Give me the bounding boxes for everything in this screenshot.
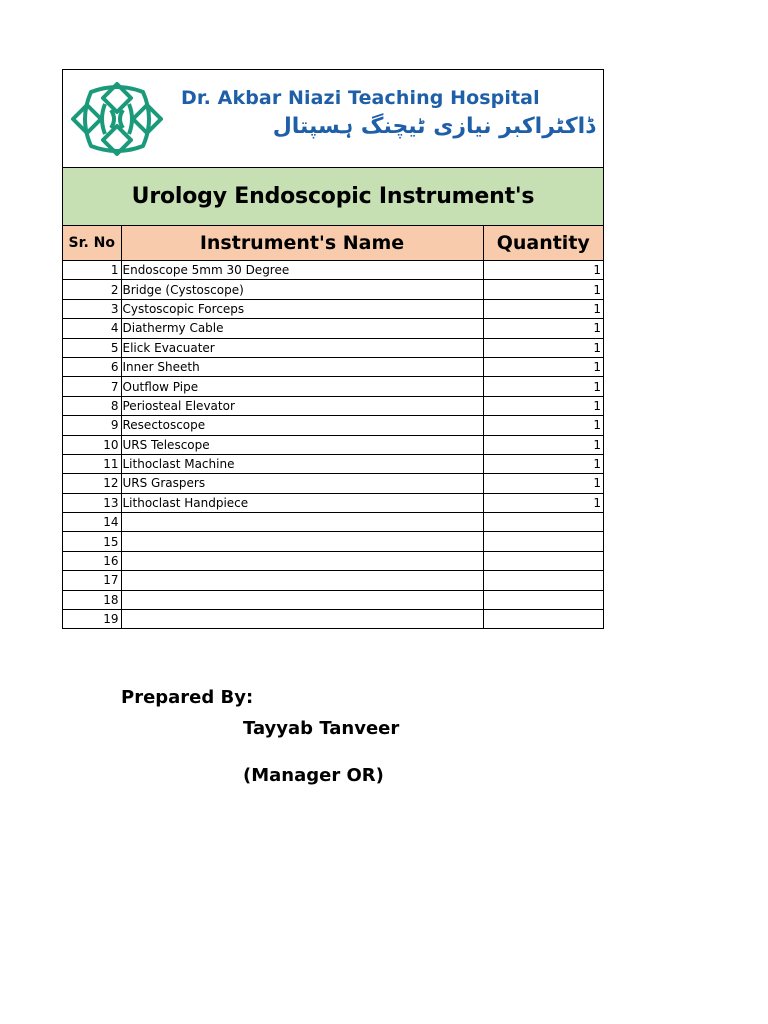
row-sr-no: 2 [63, 280, 121, 299]
title-banner [63, 168, 603, 226]
table-row [63, 551, 603, 570]
row-instrument-name: Outflow Pipe [121, 377, 483, 396]
hospital-header [63, 70, 603, 168]
row-quantity [483, 551, 603, 570]
table-row [63, 454, 603, 473]
row-quantity: 1 [483, 299, 603, 318]
row-quantity: 1 [483, 338, 603, 357]
row-quantity: 1 [483, 261, 603, 280]
sheet-title: Urology Endoscopic Instrument's [131, 184, 535, 209]
row-sr-no: 1 [63, 261, 121, 280]
table-row [63, 280, 603, 299]
table-row [63, 319, 603, 338]
row-quantity: 1 [483, 319, 603, 338]
row-instrument-name [121, 590, 483, 609]
row-sr-no: 10 [63, 435, 121, 454]
row-quantity [483, 513, 603, 532]
table-row [63, 571, 603, 590]
preparer-name: Tayyab Tanveer [243, 718, 400, 739]
row-quantity: 1 [483, 435, 603, 454]
row-instrument-name: URS Graspers [121, 474, 483, 493]
table-row [63, 396, 603, 415]
row-sr-no: 9 [63, 416, 121, 435]
preparer-role: (Manager OR) [243, 765, 384, 786]
row-instrument-name [121, 513, 483, 532]
row-sr-no: 12 [63, 474, 121, 493]
row-sr-no: 4 [63, 319, 121, 338]
table-row [63, 338, 603, 357]
row-sr-no: 18 [63, 590, 121, 609]
row-quantity [483, 532, 603, 551]
row-quantity [483, 590, 603, 609]
row-sr-no: 13 [63, 493, 121, 512]
row-sr-no: 15 [63, 532, 121, 551]
row-instrument-name: Bridge (Cystoscope) [121, 280, 483, 299]
row-quantity: 1 [483, 416, 603, 435]
row-quantity: 1 [483, 493, 603, 512]
row-sr-no: 11 [63, 454, 121, 473]
row-instrument-name: Periosteal Elevator [121, 396, 483, 415]
row-instrument-name [121, 571, 483, 590]
column-header-quantity: Quantity [483, 226, 603, 261]
row-quantity [483, 610, 603, 629]
table-row [63, 357, 603, 376]
table-row [63, 513, 603, 532]
table-row [63, 299, 603, 318]
row-instrument-name: Elick Evacuater [121, 338, 483, 357]
column-header-instrument-name: Instrument's Name [121, 226, 483, 261]
table-row [63, 435, 603, 454]
row-sr-no: 6 [63, 357, 121, 376]
row-instrument-name [121, 610, 483, 629]
row-sr-no: 16 [63, 551, 121, 570]
row-sr-no: 19 [63, 610, 121, 629]
row-sr-no: 7 [63, 377, 121, 396]
table-row [63, 493, 603, 512]
column-header-sr-no: Sr. No [63, 226, 121, 261]
row-instrument-name [121, 532, 483, 551]
prepared-by-label: Prepared By: [121, 687, 254, 708]
row-instrument-name [121, 551, 483, 570]
table-row [63, 261, 603, 280]
hospital-name-urdu: ڈاکٹراکبر نیازی ٹیچنگ ہسپتال [272, 114, 595, 139]
hospital-name-english: Dr. Akbar Niazi Teaching Hospital [181, 87, 540, 109]
row-instrument-name: Cystoscopic Forceps [121, 299, 483, 318]
instrument-sheet [62, 69, 604, 629]
row-sr-no: 5 [63, 338, 121, 357]
table-row [63, 416, 603, 435]
row-instrument-name: Lithoclast Machine [121, 454, 483, 473]
row-instrument-name: Endoscope 5mm 30 Degree [121, 261, 483, 280]
row-quantity: 1 [483, 474, 603, 493]
row-quantity [483, 571, 603, 590]
row-quantity: 1 [483, 396, 603, 415]
lotus-logo-icon [69, 80, 165, 158]
row-instrument-name: Inner Sheeth [121, 357, 483, 376]
row-sr-no: 14 [63, 513, 121, 532]
table-row [63, 377, 603, 396]
row-sr-no: 17 [63, 571, 121, 590]
table-row [63, 590, 603, 609]
instrument-table [63, 226, 603, 628]
row-instrument-name: Diathermy Cable [121, 319, 483, 338]
table-header-row [63, 226, 603, 261]
table-row [63, 610, 603, 629]
row-instrument-name: Lithoclast Handpiece [121, 493, 483, 512]
table-row [63, 474, 603, 493]
row-quantity: 1 [483, 357, 603, 376]
row-instrument-name: URS Telescope [121, 435, 483, 454]
row-sr-no: 8 [63, 396, 121, 415]
row-quantity: 1 [483, 377, 603, 396]
row-quantity: 1 [483, 280, 603, 299]
row-sr-no: 3 [63, 299, 121, 318]
table-row [63, 532, 603, 551]
row-instrument-name: Resectoscope [121, 416, 483, 435]
row-quantity: 1 [483, 454, 603, 473]
